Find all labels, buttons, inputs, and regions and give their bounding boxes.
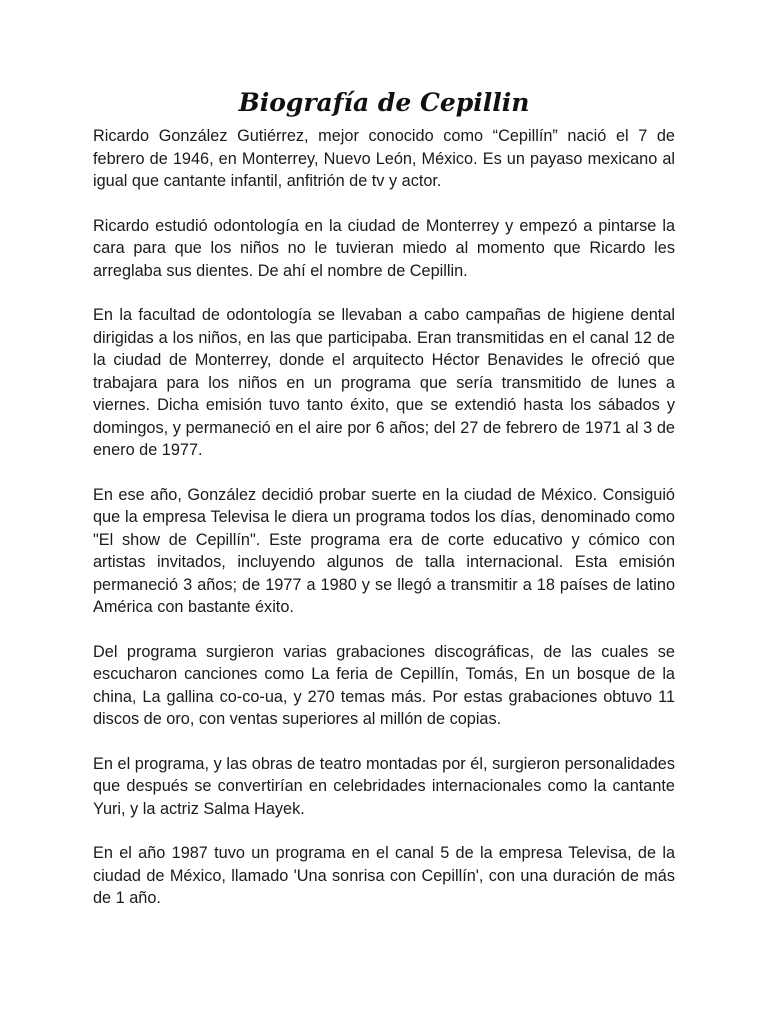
paragraph-canal-5: En el año 1987 tuvo un programa en el canal 5 de la empresa Televisa, de la ciudad de México, llamado 'Una sonrisa con Cepillín', con una duración de más de 1 año. [93, 844, 675, 907]
document-title: Biografía de Cepillin [238, 88, 530, 117]
paragraph-campaigns: En la facultad de odontología se llevaban a cabo campañas de higiene dental dirigidas a los niños, en las que participaba. Eran transmitidas en el canal 12 de la ciudad de Monterrey, donde el arquitecto Héctor Benavides le ofreció que trabajara para los niños en un programa que sería transmitido de lunes a viernes. Dicha emisión tuvo tanto éxito, que se extendió hasta los sábados y domingos, y permaneció en el aire por 6 años; del 27 de febrero de 1971 al 3 de enero de 1977. [93, 306, 675, 459]
paragraph-mexico-city: En ese año, González decidió probar suerte en la ciudad de México. Consiguió que la empresa Televisa le diera un programa todos los días, denominado como "El show de Cepillín". Este programa era de corte educativo y cómico con artistas invitados, incluyendo algunos de talla internacional. Esta emisión permaneció 3 años; de 1977 a 1980 y se llegó a transmitir a 18 países de latino América con bastante éxito. [93, 485, 675, 616]
document-body [93, 125, 675, 932]
paragraph-celebrities: En el programa, y las obras de teatro montadas por él, surgieron personalidades que después se convertirían en celebridades internacionales como la cantante Yuri, y la actriz Salma Hayek. [93, 754, 675, 818]
paragraph-birth: Ricardo González Gutiérrez, mejor conocido como “Cepillín” nació el 7 de febrero de 1946, en Monterrey, Nuevo León, México. Es un payaso mexicano al igual que cantante infantil, anfitrión de tv y actor. [93, 127, 675, 190]
paragraph-recordings: Del programa surgieron varias grabaciones discográficas, de las cuales se escucharon canciones como La feria de Cepillín, Tomás, En un bosque de la china, La gallina co-co-ua, y 270 temas más. Por estas grabaciones obtuvo 11 discos de oro, con ventas superiores al millón de copias. [93, 642, 675, 728]
paragraph-dentistry: Ricardo estudió odontología en la ciudad de Monterrey y empezó a pintarse la cara para que los niños no le tuvieran miedo al momento que Ricardo les arreglaba sus dientes. De ahí el nombre de Cepillin. [93, 216, 675, 280]
